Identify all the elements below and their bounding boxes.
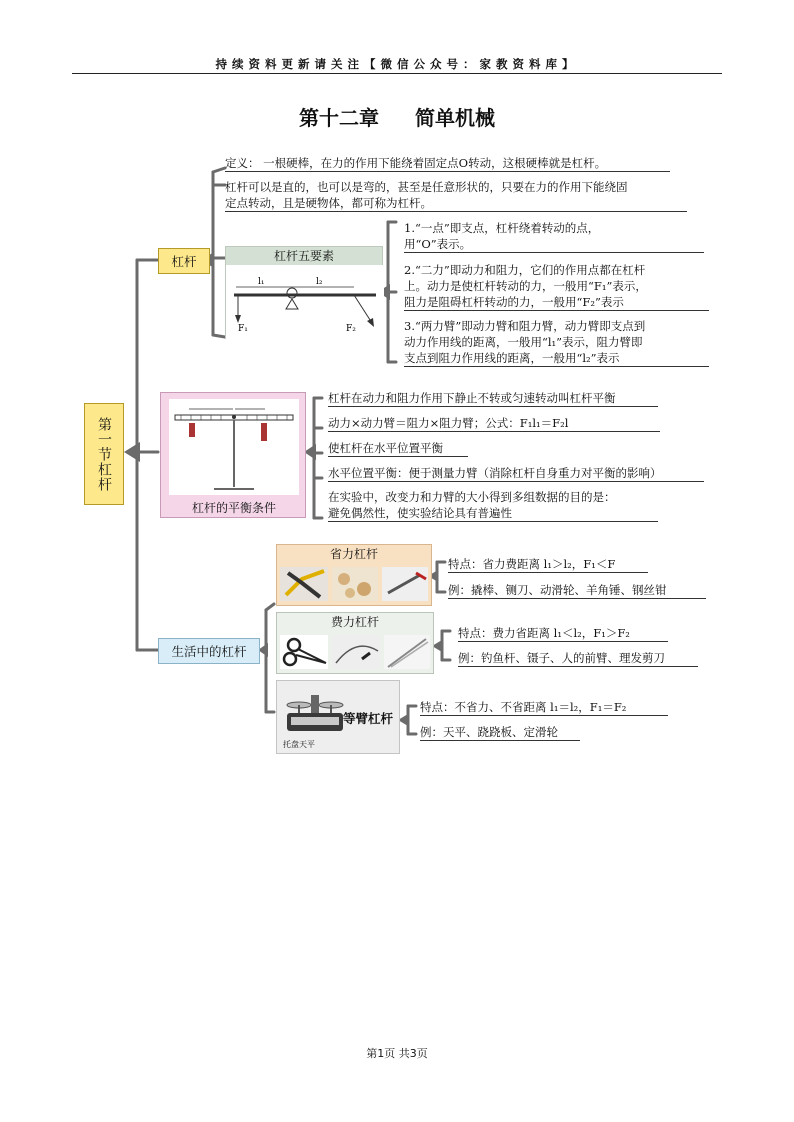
saving-caption: 省力杠杆	[329, 547, 378, 561]
point-3	[404, 318, 709, 367]
page-header: 持续资料更新请关注【微信公众号：家教资料库】	[215, 57, 579, 71]
balance-item: 杠杆在动力和阻力作用下静止不转或匀速转动叫杠杆平衡	[328, 390, 658, 407]
costly-examples: 例：钓鱼杆、镊子、人的前臂、理发剪刀	[458, 650, 698, 667]
point-line: 2.“二力”即动力和阻力，它们的作用点都在杠杆	[404, 263, 646, 277]
saving-images	[280, 565, 430, 603]
five-elements-caption: 杠杆五要素	[226, 247, 382, 265]
lever-note-line: 杠杆可以是直的，也可以是弯的，甚至是任意形状的，只要在力的作用下能绕固	[225, 180, 628, 194]
point-line: 阻力是阻碍杠杆转动的力，一般用“F₂”表示	[404, 294, 709, 311]
chapter-number: 第十二章	[299, 106, 380, 130]
balance-item: 动力×动力臂＝阻力×阻力臂；公式：F₁l₁＝F₂l	[328, 415, 660, 432]
page-footer: 第1页 共3页	[366, 1047, 428, 1060]
balance-caption: 杠杆的平衡条件	[191, 501, 276, 515]
lever-node: 杠杆	[158, 248, 210, 274]
equal-image	[281, 683, 347, 739]
balance-panel	[160, 392, 306, 518]
saving-feature: 特点：省力费距离 l₁＞l₂，F₁＜F	[448, 556, 648, 573]
balance-diagram	[169, 399, 299, 495]
point-line: 上。动力是使杠杆转动的力，一般用“F₁”表示，	[404, 279, 647, 293]
balance-experiment-line: 避免偶然性，使实验结论具有普遍性	[328, 505, 658, 522]
point-2	[404, 262, 709, 311]
equal-panel	[276, 680, 400, 754]
header-rule	[72, 73, 722, 74]
section-box: 第一节杠杆	[84, 403, 124, 505]
l2-mark: l₂	[316, 277, 323, 287]
balance-experiment	[328, 489, 658, 522]
equal-feature: 特点：不省力、不省距离 l₁＝l₂，F₁＝F₂	[420, 699, 668, 716]
equal-caption: 等臂杠杆	[343, 711, 394, 726]
costly-feature: 特点：费力省距离 l₁＜l₂，F₁＞F₂	[458, 625, 668, 642]
chapter-title	[0, 102, 794, 131]
lever-definition: 定义： 一根硬棒，在力的作用下能绕着固定点O转动，这根硬棒就是杠杆。	[225, 155, 670, 172]
point-line: 1.“一点”即支点，杠杆绕着转动的点，	[404, 221, 600, 235]
balance-item: 水平位置平衡：便于测量力臂（消除杠杆自身重力对平衡的影响）	[328, 465, 704, 482]
costly-images	[280, 633, 432, 671]
point-line: 用“O”表示。	[404, 236, 704, 253]
point-line: 动力作用线的距离，一般用“l₁”表示，阻力臂即	[404, 335, 643, 349]
point-line: 3.“两力臂”即动力臂和阻力臂，动力臂即支点到	[404, 319, 646, 333]
costly-caption: 费力杠杆	[330, 615, 379, 629]
life-node: 生活中的杠杆	[158, 638, 260, 664]
point-1	[404, 220, 704, 253]
f2-mark: F₂	[346, 324, 356, 334]
f1-mark: F₁	[238, 324, 248, 334]
balance-item: 使杠杆在水平位置平衡	[328, 440, 468, 457]
equal-examples: 例：天平、跷跷板、定滑轮	[420, 724, 580, 741]
lever-note-line: 定点转动，且是硬物体，都可称为杠杆。	[225, 195, 687, 212]
lever-diagram	[226, 265, 384, 339]
equal-image-label: 托盘天平	[283, 740, 315, 749]
saving-examples: 例：撬棒、铡刀、动滑轮、羊角锤、钢丝钳	[448, 582, 706, 599]
l1-mark: l₁	[258, 277, 265, 287]
point-line: 支点到阻力作用线的距离，一般用“l₂”表示	[404, 350, 709, 367]
lever-note	[225, 179, 687, 212]
five-elements-panel	[225, 246, 383, 338]
saving-panel	[276, 544, 432, 606]
costly-panel	[276, 612, 434, 674]
chapter-name: 简单机械	[414, 106, 495, 130]
balance-experiment-line: 在实验中，改变力和力臂的大小得到多组数据的目的是：	[328, 490, 616, 504]
